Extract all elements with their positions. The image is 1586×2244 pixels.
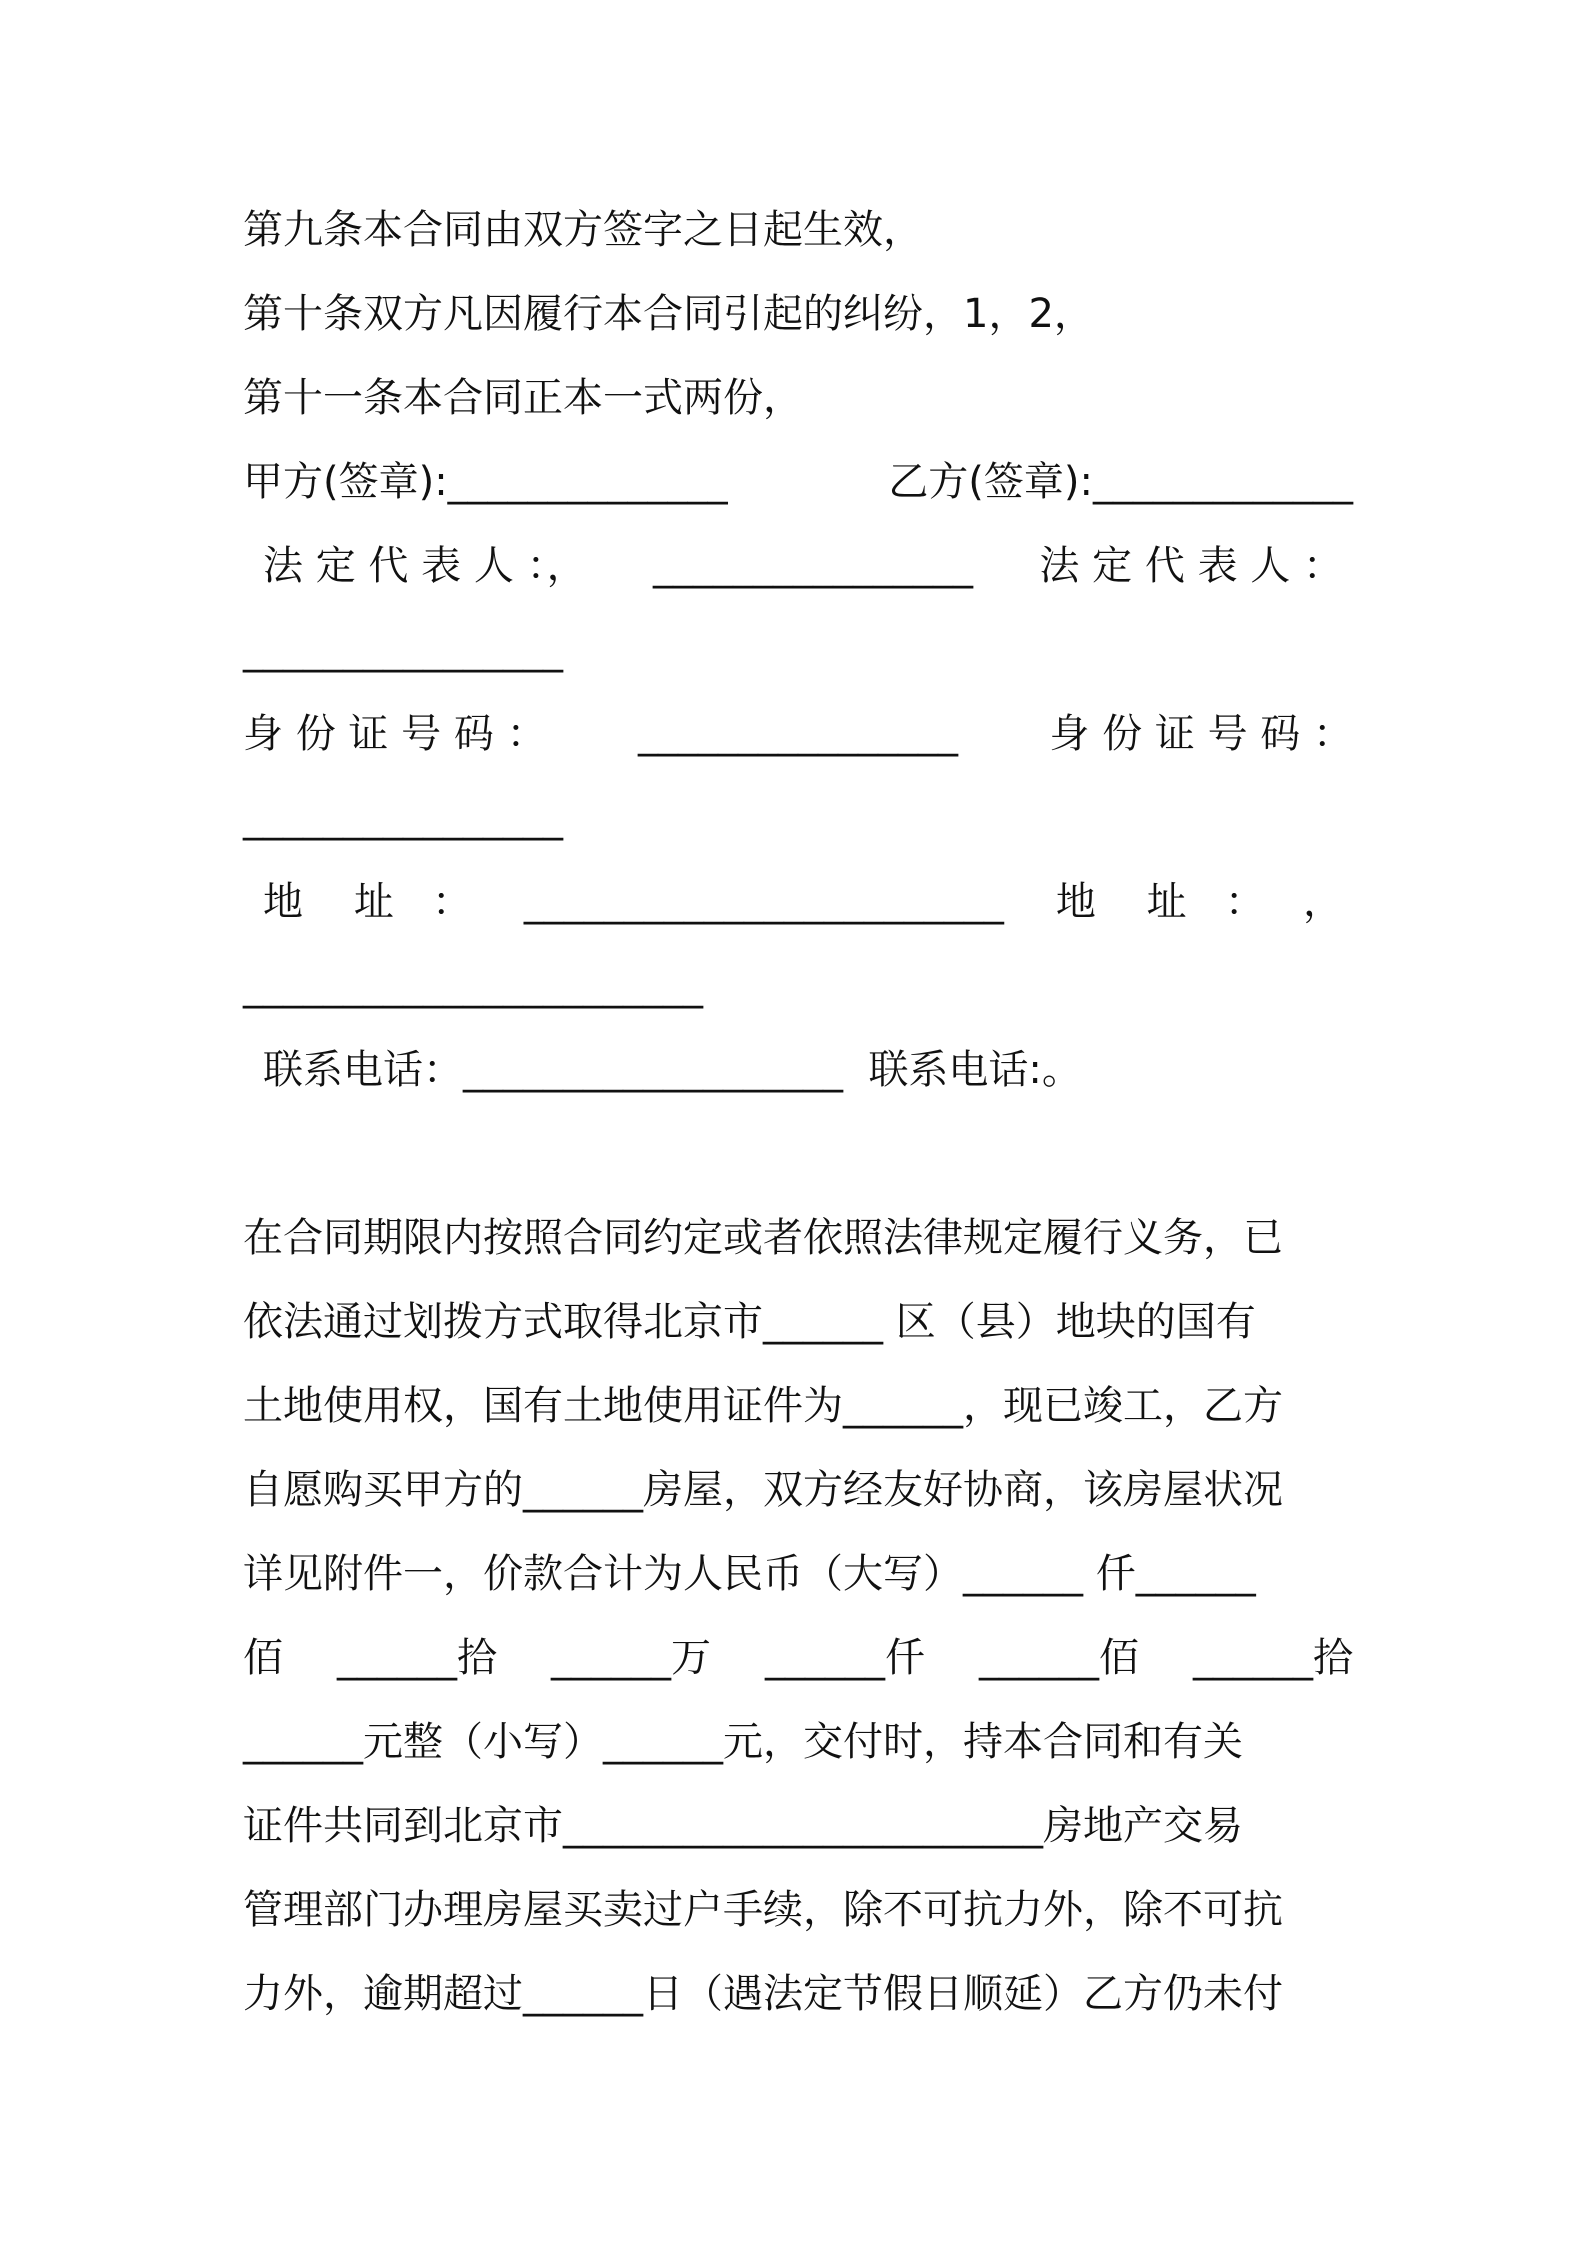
paragraph-line-8: 证件共同到北京市________________________房地产交易 [243,1803,1243,1849]
amount-shi: ______拾 [337,1635,497,1681]
amount-qian: ______仟 [765,1635,925,1681]
clause-9: 第九条本合同由双方签字之日起生效， [243,207,923,253]
paragraph-line-7: ______元整（小写）______元，交付时，持本合同和有关 [243,1719,1243,1765]
id-number-a-label: 身 份 证 号 码 ： [243,711,547,757]
address-b-label: 地 址 ： ， [1055,879,1343,925]
phone-a-blank: ___________________ [463,1047,843,1093]
paragraph-line-1: 在合同期限内按照合同约定或者依照法律规定履行义务，已 [243,1215,1283,1261]
phone-a-label: 联系电话： [263,1047,463,1093]
amount-shi-2: ______拾 [1193,1635,1353,1681]
amount-bai: 佰 [243,1635,283,1681]
signature-row [243,457,1353,507]
paragraph-line-2: 依法通过划拨方式取得北京市______ 区（县）地块的国有 [243,1299,1256,1345]
clause-10: 第十条双方凡因履行本合同引起的纠纷，1，2， [243,291,1094,337]
id-number-a-blank: ________________ [638,711,958,757]
amount-bai-2: ______佰 [979,1635,1139,1681]
amount-wan: ______万 [551,1635,711,1681]
paragraph-line-4: 自愿购买甲方的______房屋，双方经友好协商，该房屋状况 [243,1467,1283,1513]
clause-11: 第十一条本合同正本一式两份， [243,375,803,421]
paragraph-line-6 [243,1633,1353,1683]
phone-b-label: 联系电话:。 [868,1047,1082,1093]
address-a-blank: ________________________ [523,879,1004,925]
party-a-signature: 甲方(签章):______________ [243,459,728,505]
legal-rep-a-blank: ________________ [653,543,973,589]
legal-rep-row [263,541,1343,591]
paragraph-line-5: 详见附件一，价款合计为人民币（大写）______ 仟______ [243,1551,1256,1597]
address-row [263,877,1343,927]
phone-row [263,1045,1082,1095]
legal-rep-b-label: 法 定 代 表 人 ： [1039,543,1343,589]
id-number-b-label: 身 份 证 号 码 ： [1049,711,1353,757]
legal-rep-b-blank: ________________ [243,627,563,673]
paragraph-line-10: 力外，逾期超过______日（遇法定节假日顺延）乙方仍未付 [243,1971,1283,2017]
paragraph-line-3: 土地使用权，国有土地使用证件为______，现已竣工，乙方 [243,1383,1283,1429]
legal-rep-a-label: 法 定 代 表 人 ：， [263,543,587,589]
id-number-b-blank: ________________ [243,795,563,841]
address-a-label: 地 址 ： [263,879,473,925]
party-b-signature: 乙方(签章):_____________ [888,459,1353,505]
paragraph-line-9: 管理部门办理房屋买卖过户手续，除不可抗力外，除不可抗 [243,1887,1283,1933]
id-number-row [243,709,1353,759]
address-b-blank: _______________________ [243,963,703,1009]
